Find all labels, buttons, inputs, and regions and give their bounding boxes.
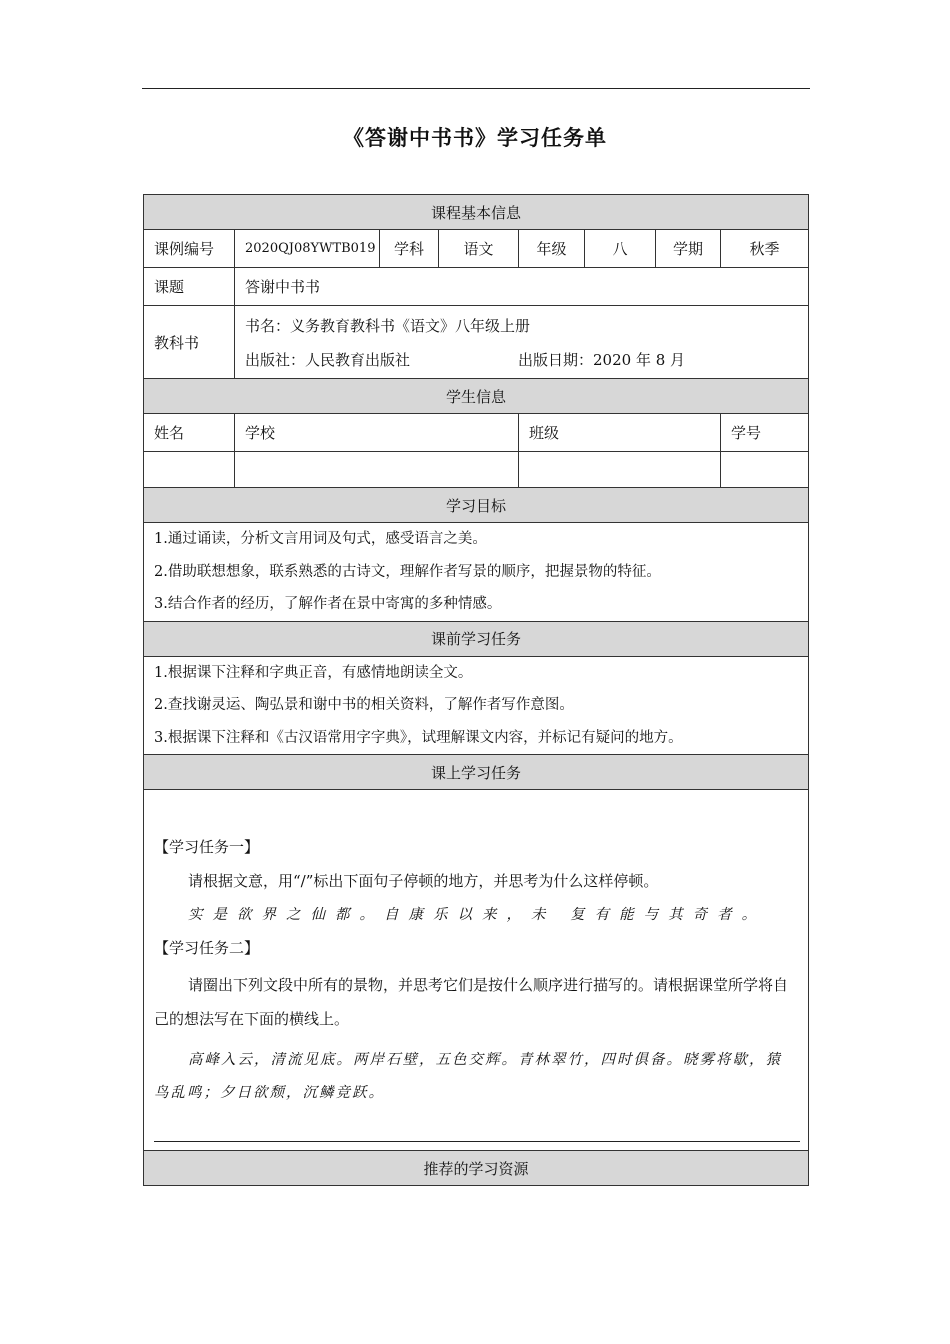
section-header-basic-info: 课程基本信息	[144, 195, 809, 230]
class-label: 班级	[519, 414, 721, 452]
school-label: 学校	[235, 414, 519, 452]
topic-value: 答谢中书书	[235, 268, 809, 306]
code-value: 2020QJ08YWTB019	[235, 230, 380, 268]
pre-class-item: 3.根据课下注释和《古汉语常用字字典》，试理解课文内容，并标记有疑问的地方。	[154, 729, 683, 746]
subject-label: 学科	[380, 230, 439, 268]
task2-text: 高峰入云，清流见底。两岸石壁，五色交辉。青林翠竹，四时俱备。晓雾将歇，猿鸟乱鸣；夕日欲颓，沉鳞竞跃。	[154, 1051, 782, 1101]
book-name: 书名：义务教育教科书《语文》八年级上册	[245, 317, 531, 335]
class-field[interactable]	[519, 452, 721, 488]
task1-title: 【学习任务一】	[154, 837, 260, 856]
name-label: 姓名	[144, 414, 235, 452]
id-label: 学号	[721, 414, 809, 452]
header-rule	[142, 88, 810, 89]
code-label: 课例编号	[144, 230, 235, 268]
pre-class-item: 1.根据课下注释和字典正音，有感情地朗读全文。	[154, 664, 473, 681]
school-field[interactable]	[235, 452, 519, 488]
task2-instruction: 请圈出下列文段中所有的景物，并思考它们是按什么顺序进行描写的。请根据课堂所学将自己的想法写在下面的横线上。	[154, 975, 789, 1028]
goal-item: 3.结合作者的经历，了解作者在景中寄寓的多种情感。	[154, 596, 502, 612]
pre-class-item: 2.查找谢灵运、陶弘景和谢中书的相关资料，了解作者写作意图。	[154, 697, 574, 713]
publisher-row	[245, 342, 798, 376]
task1-text: 实是欲界之仙都。自康乐以来，未 复有能与其奇者。	[188, 906, 767, 923]
goal-item: 1.通过诵读，分析文言用词及句式，感受语言之美。	[154, 531, 487, 547]
page-title: 《答谢中书书》学习任务单	[343, 126, 607, 150]
subject-value: 语文	[439, 230, 519, 268]
task-sheet-table	[143, 194, 809, 1186]
pub-date: 出版日期：2020 年 8 月	[518, 351, 686, 369]
term-label: 学期	[656, 230, 721, 268]
textbook-label: 教科书	[144, 306, 235, 379]
task2-title: 【学习任务二】	[154, 938, 260, 957]
section-header-pre-class: 课前学习任务	[144, 621, 809, 656]
grade-label: 年级	[519, 230, 585, 268]
grade-value: 八	[585, 230, 656, 268]
section-header-in-class: 课上学习任务	[144, 755, 809, 790]
goals-list	[144, 523, 809, 622]
section-header-student-info: 学生信息	[144, 379, 809, 414]
term-value: 秋季	[721, 230, 809, 268]
topic-label: 课题	[144, 268, 235, 306]
textbook-details	[235, 306, 809, 379]
pre-class-list	[144, 656, 809, 755]
task1-instruction: 请根据文意，用“/”标出下面句子停顿的地方，并思考为什么这样停顿。	[188, 871, 659, 890]
in-class-tasks	[144, 790, 809, 1151]
goal-item: 2.借助联想想象，联系熟悉的古诗文，理解作者写景的顺序，把握景物的特征。	[154, 563, 661, 580]
section-header-goals: 学习目标	[144, 488, 809, 523]
answer-line[interactable]	[154, 1141, 800, 1142]
publisher: 出版社：人民教育出版社	[245, 351, 411, 369]
name-field[interactable]	[144, 452, 235, 488]
id-field[interactable]	[721, 452, 809, 488]
section-header-resources: 推荐的学习资源	[144, 1151, 809, 1186]
